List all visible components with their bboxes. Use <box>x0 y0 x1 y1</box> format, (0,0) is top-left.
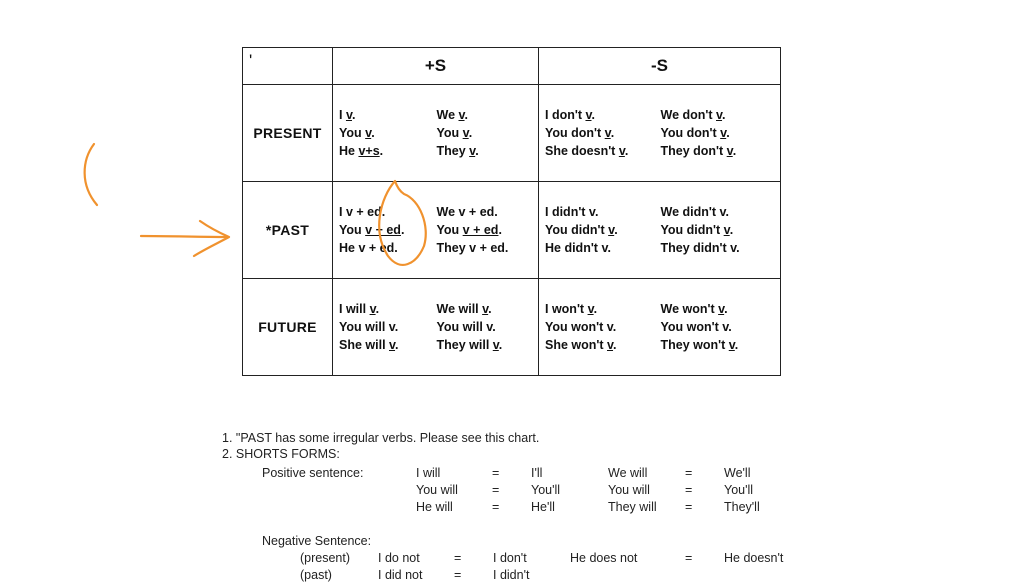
sentence-minus-0-5 <box>661 143 777 160</box>
sentence-end: . <box>488 301 492 316</box>
negative-form-1-1: I did not <box>378 568 423 582</box>
negative-form-1-2: = <box>454 568 462 582</box>
sentence-plus-1-3 <box>437 222 535 239</box>
sentence-minus-1-5 <box>661 240 777 257</box>
sentence-end: . <box>498 222 502 237</box>
sentence-minus-2-5 <box>661 337 777 354</box>
sentence-text: We didn't v. <box>660 204 729 219</box>
sentence-minus-0-4 <box>545 143 661 160</box>
sentence-text: They will <box>436 337 493 352</box>
positive-form-0-5: We'll <box>724 466 751 480</box>
sentence-text: I don't <box>545 107 586 122</box>
sentence-end: . <box>614 222 618 237</box>
sentence-end: . <box>610 125 615 140</box>
verb-placeholder: v <box>482 301 489 316</box>
sentence-plus-2-2 <box>339 319 437 336</box>
positive-form-1-0: You will <box>416 483 458 497</box>
arrow-head-stroke <box>194 221 229 256</box>
sentence-end: . <box>726 125 730 140</box>
negative-form-0-3: I don't <box>493 551 527 565</box>
sentence-text: You don't <box>545 125 605 140</box>
verb-placeholder: v <box>492 337 499 352</box>
sentence-minus-2-4 <box>545 337 661 354</box>
sentence-plus-1-5 <box>437 240 535 257</box>
positive-form-1-4: = <box>685 483 693 497</box>
sentence-end: . <box>475 143 479 158</box>
future-plus-cell <box>333 279 539 376</box>
sentence-text: We will <box>436 301 483 316</box>
sentence-end: . <box>379 143 384 158</box>
positive-form-0-2: I'll <box>531 466 543 480</box>
verb-placeholder: v <box>365 125 372 140</box>
sentence-plus-1-0 <box>339 204 437 221</box>
sentence-end: . <box>395 337 399 352</box>
verb-placeholder: v <box>389 337 396 352</box>
positive-form-2-3: They will <box>608 500 657 514</box>
sentence-end: . <box>468 125 473 140</box>
verb-placeholder: v <box>728 337 735 352</box>
sentence-text: You didn't <box>545 222 609 237</box>
sentence-text: We v + ed. <box>436 204 498 219</box>
verb-placeholder: v <box>345 107 352 122</box>
sentence-text: You will v. <box>339 319 399 334</box>
positive-form-2-5: They'll <box>724 500 760 514</box>
sentence-text: We won't <box>660 301 719 316</box>
sentence-text: You don't <box>660 125 721 140</box>
sentence-plus-0-3 <box>437 125 535 142</box>
verb-placeholder: v + ed <box>462 222 499 237</box>
note-irregular-verbs: 1. "PAST has some irregular verbs. Please see this chart. <box>222 431 540 445</box>
verb-placeholder: v <box>720 125 727 140</box>
sentence-minus-2-2 <box>545 319 661 336</box>
verb-placeholder: v <box>369 301 376 316</box>
sentence-end: . <box>371 125 375 140</box>
row-label-future: FUTURE <box>243 279 333 376</box>
sentence-end: . <box>498 337 503 352</box>
sentence-end: . <box>729 222 734 237</box>
verb-placeholder: v <box>723 222 730 237</box>
sentence-plus-0-0 <box>339 107 437 124</box>
positive-form-2-4: = <box>685 500 693 514</box>
sentence-text: He didn't v. <box>545 240 611 255</box>
sentence-text: They v + ed. <box>436 240 509 255</box>
negative-form-0-2: = <box>454 551 462 565</box>
sentence-text: He <box>339 143 359 158</box>
sentence-text: They won't <box>660 337 729 352</box>
positive-form-1-5: You'll <box>724 483 754 497</box>
sentence-text: He v + ed. <box>339 240 398 255</box>
sentence-text: I <box>339 107 346 122</box>
sentence-text: You <box>339 222 366 237</box>
verb-placeholder: v <box>716 107 723 122</box>
sentence-plus-2-4 <box>339 337 437 354</box>
positive-form-1-3: You will <box>608 483 650 497</box>
sentence-text: She won't <box>545 337 607 352</box>
positive-form-1-2: You'll <box>531 483 561 497</box>
sentence-text: They don't <box>660 143 727 158</box>
verb-placeholder: v <box>469 143 476 158</box>
note-short-forms: 2. SHORTS FORMS: <box>222 447 340 461</box>
row-label-past: *PAST <box>243 182 333 279</box>
past-minus-cell <box>539 182 781 279</box>
sentence-minus-1-3 <box>661 222 777 239</box>
sentence-text: I won't <box>545 301 588 316</box>
sentence-text: You <box>436 222 463 237</box>
header-plus-s: +S <box>333 48 539 85</box>
row-label-present: PRESENT <box>243 85 333 182</box>
negative-form-0-0: (present) <box>300 551 351 565</box>
sentence-plus-0-5 <box>437 143 535 160</box>
sentence-plus-2-5 <box>437 337 535 354</box>
positive-form-2-1: = <box>492 500 500 514</box>
verb-placeholder: v <box>462 125 469 140</box>
verb-placeholder: v <box>604 125 611 140</box>
sentence-text: They didn't v. <box>660 240 740 255</box>
negative-form-0-4: He does not <box>570 551 638 565</box>
sentence-minus-2-0 <box>545 301 661 318</box>
positive-sentence-label: Positive sentence: <box>262 466 364 480</box>
table-header-row <box>243 48 781 85</box>
row-future <box>243 279 781 376</box>
sentence-minus-2-1 <box>661 301 777 318</box>
sentence-text: I didn't v. <box>545 204 599 219</box>
sentence-text: I v + ed. <box>339 204 386 219</box>
sentence-text: She will <box>339 337 390 352</box>
row-present <box>243 85 781 182</box>
negative-form-1-0: (past) <box>300 568 332 582</box>
positive-form-0-4: = <box>685 466 693 480</box>
sentence-text: You won't v. <box>660 319 732 334</box>
arrow-shaft-stroke <box>141 236 226 237</box>
negative-sentence-label: Negative Sentence: <box>262 534 372 548</box>
sentence-text: You will v. <box>436 319 496 334</box>
verb-placeholder: v <box>585 107 592 122</box>
positive-form-2-2: He'll <box>531 500 555 514</box>
sentence-plus-1-1 <box>437 204 535 221</box>
sentence-plus-0-1 <box>437 107 535 124</box>
sentence-plus-1-2 <box>339 222 437 239</box>
sentence-minus-0-0 <box>545 107 661 124</box>
positive-form-0-0: I will <box>416 466 441 480</box>
verb-placeholder: v <box>718 301 725 316</box>
header-minus-s: -S <box>539 48 781 85</box>
sentence-plus-1-4 <box>339 240 437 257</box>
sentence-end: . <box>734 337 739 352</box>
sentence-minus-1-2 <box>545 222 661 239</box>
sentence-minus-0-1 <box>661 107 777 124</box>
sentence-end: . <box>722 107 726 122</box>
verb-placeholder: v <box>458 107 465 122</box>
present-minus-cell <box>539 85 781 182</box>
sentence-plus-2-3 <box>437 319 535 336</box>
sentence-end: . <box>724 301 728 316</box>
sentence-text: They <box>436 143 470 158</box>
sentence-end: . <box>613 337 617 352</box>
verb-placeholder: v+s <box>358 143 380 158</box>
sentence-end: . <box>593 301 598 316</box>
grammar-table <box>242 47 781 376</box>
sentence-end: . <box>351 107 356 122</box>
verb-placeholder: v <box>608 222 615 237</box>
sentence-end: . <box>400 222 405 237</box>
positive-form-0-3: We will <box>608 466 648 480</box>
verb-placeholder: v <box>618 143 625 158</box>
sentence-end: . <box>464 107 469 122</box>
negative-form-0-1: I do not <box>378 551 420 565</box>
sentence-plus-0-2 <box>339 125 437 142</box>
negative-form-0-6: He doesn't <box>724 551 784 565</box>
verb-placeholder: v <box>726 143 733 158</box>
sentence-text: You won't v. <box>545 319 617 334</box>
verb-placeholder: v + ed <box>365 222 401 237</box>
sentence-end: . <box>732 143 737 158</box>
sentence-text: You didn't <box>660 222 724 237</box>
sentence-minus-1-0 <box>545 204 661 221</box>
sentence-end: . <box>591 107 595 122</box>
sentence-minus-0-3 <box>661 125 777 142</box>
past-plus-cell <box>333 182 539 279</box>
sentence-plus-2-0 <box>339 301 437 318</box>
sentence-minus-1-1 <box>661 204 777 221</box>
positive-form-0-1: = <box>492 466 500 480</box>
sentence-text: She doesn't <box>545 143 619 158</box>
sentence-minus-1-4 <box>545 240 661 257</box>
sentence-text: You <box>339 125 366 140</box>
positive-form-1-1: = <box>492 483 500 497</box>
corner-cell: ' <box>243 48 333 85</box>
positive-form-2-0: He will <box>416 500 453 514</box>
negative-form-1-3: I didn't <box>493 568 530 582</box>
sentence-plus-0-4 <box>339 143 437 160</box>
sentence-end: . <box>624 143 629 158</box>
left-parenthesis-stroke <box>85 144 97 205</box>
sentence-minus-2-3 <box>661 319 777 336</box>
sentence-end: . <box>375 301 380 316</box>
verb-placeholder: v <box>607 337 614 352</box>
sentence-text: We <box>436 107 459 122</box>
present-plus-cell <box>333 85 539 182</box>
verb-placeholder: v <box>587 301 594 316</box>
sentence-text: You <box>436 125 463 140</box>
row-past <box>243 182 781 279</box>
future-minus-cell <box>539 279 781 376</box>
sentence-text: We don't <box>660 107 717 122</box>
sentence-minus-0-2 <box>545 125 661 142</box>
negative-form-0-5: = <box>685 551 693 565</box>
sentence-text: I will <box>339 301 370 316</box>
sentence-plus-2-1 <box>437 301 535 318</box>
